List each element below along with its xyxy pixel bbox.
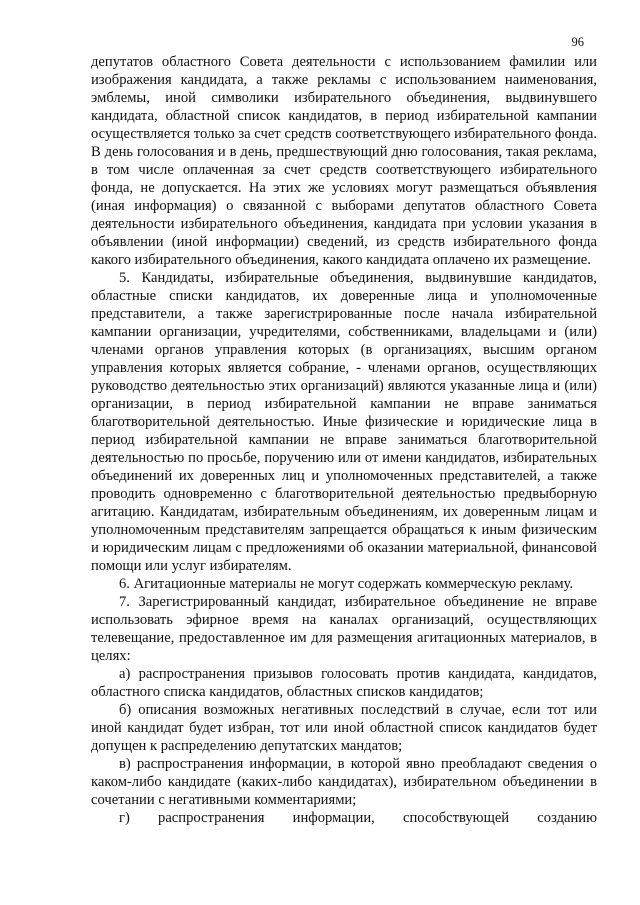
paragraph-item-5: 5. Кандидаты, избирательные объединения, выдвинувшие кандидатов, областные списки кандидатов, их доверенные лица и уполномоченные представители, а также зарегистрированные после начала избирательной кампании организации, учредителями, собственниками, владельцами и (или) членами органов управления которых (в организациях, высшим органом управления которых является собрание, - членами органов, осуществляющих руководство деятельностью этих организаций) являются указанные лица и (или) организации, в период избирательной кампании не вправе заниматься благотворительной деятельностью. Иные физические и юридические лица в период избирательной кампании не вправе заниматься благотворительной деятельностью по просьбе, поручению или от имени кандидатов, избирательных объединений их доверенных лиц и уполномоченных представителей, а также проводить одновременно с благотворительной деятельностью предвыборную агитацию. Кандидатам, избирательным объединениям, их доверенным лицам и уполномоченным представителям запрещается обращаться к иным физическим и юридическим лицам с предложениями об оказании материальной, финансовой помощи или услуг избирателям. — [91, 270, 597, 574]
subitem-g: г) распространения информации, способствующей созданию — [119, 810, 597, 826]
subitem-b: б) описания возможных негативных последствий в случае, если тот или иной кандидат будет избран, тот или иной областной список кандидатов будет допущен к распределению депутатских мандатов; — [91, 702, 597, 754]
paragraph-continuation: депутатов областного Совета деятельности с использованием фамилии или изображения кандидата, а также рекламы с использованием наименования, эмблемы, иной символики избирательного объединения, выдвинувшего кандидата, областной список кандидатов, в период избирательной кампании осуществляется только за счет средств соответствующего избирательного фонда. В день голосования и в день, предшествующий дню голосования, такая реклама, в том числе оплаченная за счет средств соответствующего избирательного фонда, не допускается. На этих же условиях могут размещаться объявления (иная информация) о связанной с выборами депутатов областного Совета деятельности избирательного объединения, кандидата при условии указания в объявлении (иной информации) сведений, из средств избирательного фонда какого избирательного объединения, какого кандидата оплачено их размещение. — [91, 54, 597, 268]
subitem-v: в) распространения информации, в которой явно преобладают сведения о каком-либо кандидате (каких-либо кандидатах), избирательном объединении в сочетании с негативными комментариями; — [91, 756, 597, 808]
page-number: 96 — [571, 35, 584, 49]
document-body — [91, 53, 597, 827]
paragraph-item-7: 7. Зарегистрированный кандидат, избирательное объединение не вправе использовать эфирное время на каналах организаций, осуществляющих телевещание, предоставленное им для размещения агитационных материалов, в целях: — [91, 594, 597, 664]
paragraph-item-6: 6. Агитационные материалы не могут содержать коммерческую рекламу. — [119, 576, 574, 592]
subitem-a: а) распространения призывов голосовать против кандидата, кандидатов, областного списка кандидатов, областных списков кандидатов; — [91, 666, 597, 700]
